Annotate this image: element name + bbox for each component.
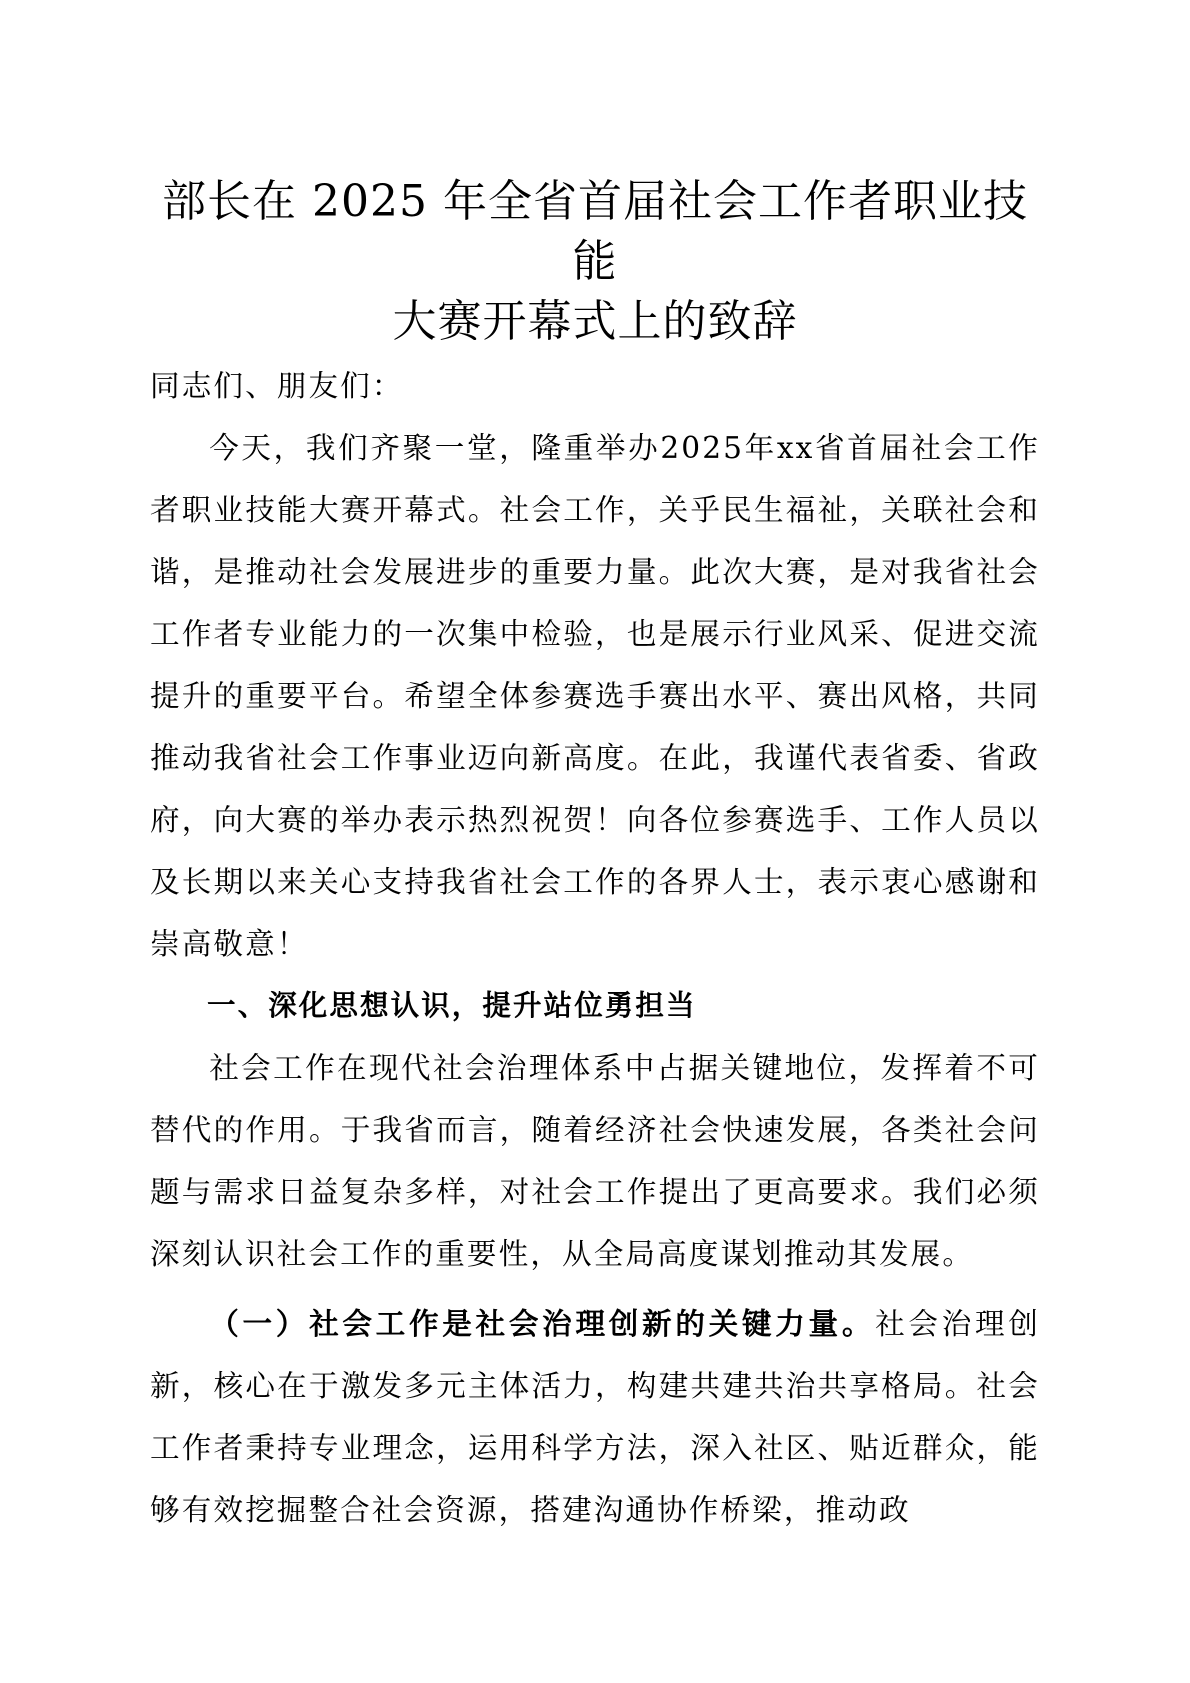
section-heading-1: 一、深化思想认识，提升站位勇担当 <box>207 989 697 1022</box>
paragraph-subsection-1 <box>150 1293 1040 1541</box>
paragraph-opening: 今天，我们齐聚一堂，隆重举办2025年xx省首届社会工作者职业技能大赛开幕式。社会工作，关乎民生福祉，关联社会和谐，是推动社会发展进步的重要力量。此次大赛，是对我省社会工作者专业能力的一次集中检验，也是展示行业风采、促进交流提升的重要平台。希望全体参赛选手赛出水平、赛出风格，共同推动我省社会工作事业迈向新高度。在此，我谨代表省委、省政府，向大赛的举办表示热烈祝贺！向各位参赛选手、工作人员以及长期以来关心支持我省社会工作的各界人士，表示衷心感谢和崇高敬意！ <box>150 431 1040 961</box>
subsection-heading-1: （一）社会工作是社会治理创新的关键力量。 <box>209 1306 876 1341</box>
document-title <box>140 172 1050 352</box>
title-line-2: 大赛开幕式上的致辞 <box>392 296 798 347</box>
paragraph-section-1: 社会工作在现代社会治理体系中占据关键地位，发挥着不可替代的作用。于我省而言，随着经济社会快速发展，各类社会问题与需求日益复杂多样，对社会工作提出了更高要求。我们必须深刻认识社会工作的重要性，从全局高度谋划推动其发展。 <box>150 1051 1040 1271</box>
document-body <box>150 355 1040 1541</box>
title-line-1: 部长在 2025 年全省首届社会工作者职业技能 <box>162 176 1028 287</box>
subsection-1-text: 社会治理创新，核心在于激发多元主体活力，构建共建共治共享格局。社会工作者秉持专业理念，运用科学方法，深入社区、贴近群众，能够有效挖掘整合社会资源，搭建沟通协作桥梁，推动政 <box>150 1307 1041 1527</box>
salutation: 同志们、朋友们： <box>150 369 404 403</box>
